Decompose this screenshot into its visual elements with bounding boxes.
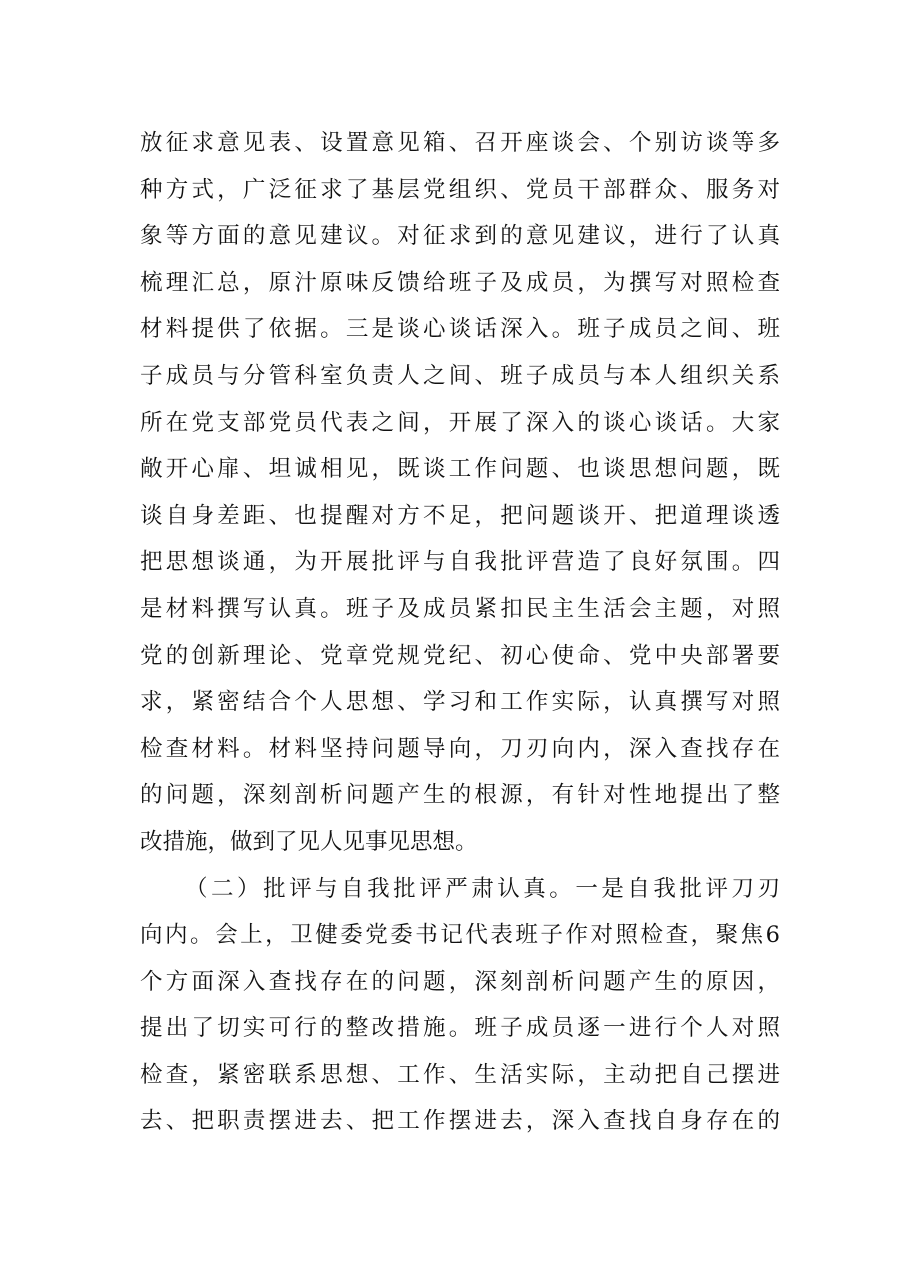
text-line: 放征求意见表、设置意见箱、召开座谈会、个别访谈等多 (140, 130, 780, 156)
text-line: 种方式，广泛征求了基层党组织、党员干部群众、服务对 (140, 176, 780, 203)
text-line: 个方面深入查找存在的问题，深刻剖析问题产生的原因， (140, 968, 780, 995)
section-heading-line: （二）批评与自我批评严肃认真。一是自我批评刀刃 (185, 875, 780, 902)
text-line: 去、把职责摆进去、把工作摆进去，深入查找自身存在的 (140, 1108, 780, 1135)
text-line: 向内。会上，卫健委党委书记代表班子作对照检查，聚焦6 (140, 922, 780, 949)
text-line: 子成员与分管科室负责人之间、班子成员与本人组织关系 (140, 362, 780, 389)
text-line: 谈自身差距、也提醒对方不足，把问题谈开、把道理谈透 (140, 502, 780, 529)
text-line: 敞开心扉、坦诚相见，既谈工作问题、也谈思想问题，既 (140, 456, 780, 483)
text-line: 梳理汇总，原汁原味反馈给班子及成员，为撰写对照检查 (140, 269, 780, 296)
body-text (140, 120, 780, 1145)
text-line: 求，紧密结合个人思想、学习和工作实际，认真撰写对照 (140, 689, 780, 716)
text-line: 的问题，深刻剖析问题产生的根源，有针对性地提出了整 (140, 782, 780, 809)
text-line: 所在党支部党员代表之间，开展了深入的谈心谈话。大家 (140, 409, 780, 436)
text-line: 党的创新理论、党章党规党纪、初心使命、党中央部署要 (140, 642, 780, 669)
text-line: 把思想谈通，为开展批评与自我批评营造了良好氛围。四 (140, 549, 780, 576)
paragraph-end-line: 改措施，做到了见人见事见思想。 (140, 828, 478, 855)
text-line: 是材料撰写认真。班子及成员紧扣民主生活会主题，对照 (140, 595, 780, 622)
text-line: 提出了切实可行的整改措施。班子成员逐一进行个人对照 (140, 1015, 780, 1042)
text-line: 象等方面的意见建议。对征求到的意见建议，进行了认真 (140, 223, 780, 250)
text-line: 检查材料。材料坚持问题导向，刀刃向内，深入查找存在 (140, 735, 780, 762)
text-line: 检查，紧密联系思想、工作、生活实际，主动把自己摆进 (140, 1061, 780, 1088)
text-line: 材料提供了依据。三是谈心谈话深入。班子成员之间、班 (140, 316, 780, 343)
